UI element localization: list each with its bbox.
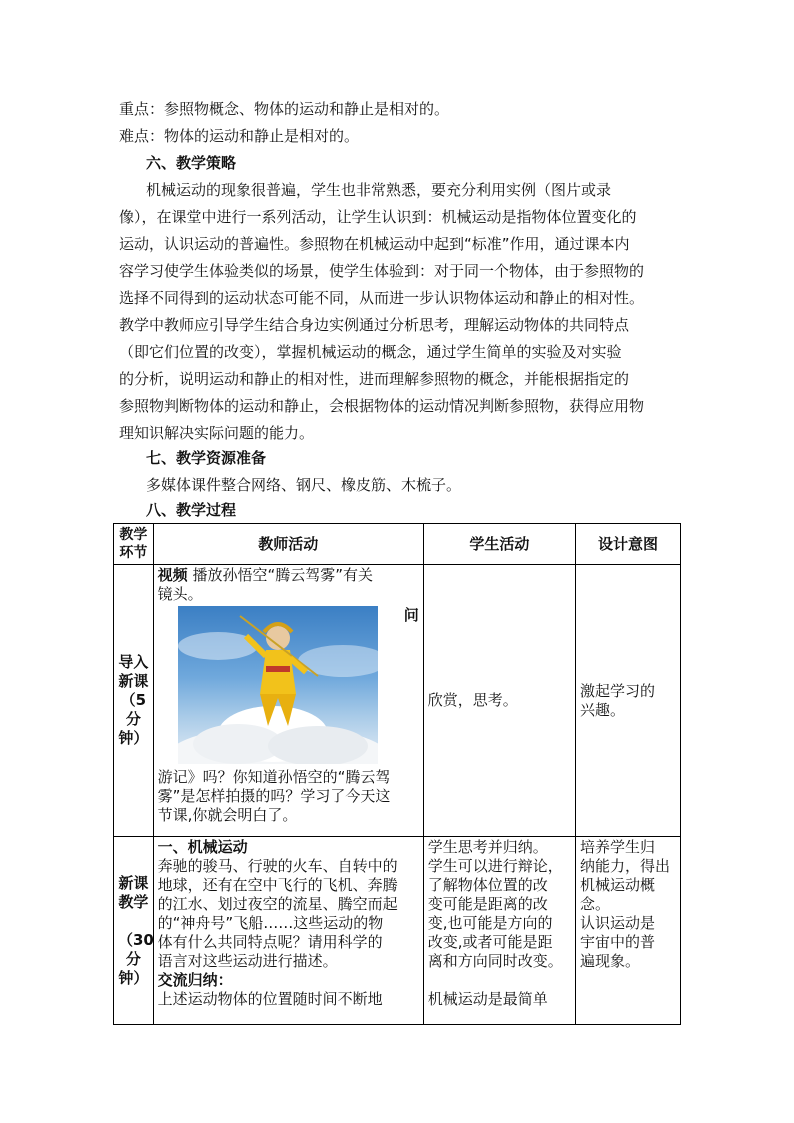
student-text: 改变,或者可能是距: [427, 933, 553, 951]
stage-line: 新课: [118, 873, 149, 892]
student-text: 了解物体位置的改: [427, 876, 548, 894]
strategy-line: 教学中教师应引导学生结合身边实例通过分析思考，理解运动物体的共同特点: [119, 316, 630, 334]
student-text: 欣赏，思考。: [427, 691, 518, 709]
teacher-activity-intro: [153, 565, 423, 837]
stage-line: 分钟）: [118, 710, 149, 747]
teacher-text: 地球，还有在空中飞行的飞机、奔腾: [157, 876, 398, 894]
stage-line: 导入: [118, 653, 149, 671]
student-text: 变可能是距离的改: [427, 895, 548, 913]
section7-heading: 七、教学资源准备: [146, 449, 267, 467]
monkey-king-cloud-photo: [178, 606, 378, 764]
cloud-scene-image: [178, 606, 378, 764]
strategy-line: 运动，认识运动的普遍性。参照物在机械运动中起到“标准”作用，通过课本内: [119, 235, 630, 253]
teacher-text: 的“神舟号”飞船……这些运动的物: [157, 914, 384, 932]
stage-new-lesson: [114, 837, 154, 1025]
design-intent-intro: [575, 565, 680, 837]
student-text: 学生可以进行辩论，: [427, 857, 563, 875]
summary-heading: 交流归纳：: [157, 971, 233, 989]
resources-line: 多媒体课件整合网络、钢尺、橡皮筋、木梳子。: [146, 476, 462, 494]
strategy-line: 的分析，说明运动和静止的相对性，进而理解参照物的概念，并能根据指定的: [119, 370, 630, 388]
intent-text: 念。: [579, 895, 610, 913]
teacher-text: 奔驰的骏马、行驶的火车、自转中的: [157, 857, 398, 875]
intent-text: 遍现象。: [579, 952, 640, 970]
teaching-process-table: [113, 523, 681, 1025]
teacher-text: 节课,你就会明白了。: [157, 806, 298, 824]
student-text: 机械运动是最简单: [427, 990, 548, 1008]
strategy-line: 理知识解决实际问题的能力。: [119, 424, 315, 442]
stage-line: （5: [120, 691, 147, 709]
student-text: 变,也可能是方向的: [427, 914, 553, 932]
student-text: 学生思考并归纳。: [427, 838, 548, 856]
intent-text: 纳能力，得出: [579, 857, 670, 875]
intent-text: 认识运动是: [579, 914, 655, 932]
strategy-line: 参照物判断物体的运动和静止，会根据物体的运动情况判断参照物，获得应用物: [119, 397, 645, 415]
strategy-paragraph: [119, 177, 679, 447]
student-text: 离和方向同时改变。: [427, 952, 563, 970]
strategy-line: （即它们位置的改变），掌握机械运动的概念，通过学生简单的实验及对实验: [119, 343, 622, 361]
intent-text: 培养学生归: [579, 838, 655, 856]
stage-line: 分钟）: [118, 949, 149, 987]
key-points-line: 重点：参照物概念、物体的运动和静止是相对的。: [119, 100, 450, 118]
intent-text: 机械运动概: [579, 876, 655, 894]
teacher-text: 播放孙悟空“腾云驾雾”有关: [192, 566, 373, 584]
header-student: 学生活动: [423, 524, 575, 565]
stage-line: 教学: [118, 892, 149, 911]
strategy-line: 容学习使学生体验类似的场景，使学生体验到：对于同一个物体，由于参照物的: [119, 262, 645, 280]
header-teacher: 教师活动: [153, 524, 423, 565]
teacher-text: 雾”是怎样拍摄的吗？学习了今天这: [157, 787, 391, 805]
video-label: 视频: [157, 566, 188, 584]
teacher-text: 的江水、划过夜空的流星、腾空而起: [157, 895, 398, 913]
photo-row: [158, 606, 419, 766]
intent-text: 兴趣。: [579, 700, 625, 719]
header-stage: 教学环节: [114, 524, 154, 565]
teacher-text: 镜头。: [157, 585, 203, 603]
section-heading-mechanical-motion: 一、机械运动: [157, 838, 248, 856]
table-row: [114, 565, 681, 837]
question-word: 问: [403, 606, 419, 624]
stage-line: （30: [118, 930, 154, 949]
strategy-line: 像），在课堂中进行一系列活动，让学生认识到：机械运动是指物体位置变化的: [119, 208, 637, 226]
teacher-text: 语言对这些运动进行描述。: [157, 952, 338, 970]
intent-text: 宇宙中的普: [579, 933, 655, 951]
teacher-text: 体有什么共同特点呢？请用科学的: [157, 933, 383, 951]
student-activity-intro: [423, 565, 575, 837]
design-intent-new: [575, 837, 680, 1025]
section6-heading: 六、教学策略: [146, 154, 237, 172]
stage-intro: [114, 565, 154, 837]
teacher-activity-new: [153, 837, 423, 1025]
section8-heading: 八、教学过程: [146, 501, 237, 519]
strategy-line: 选择不同得到的运动状态可能不同，从而进一步认识物体运动和静止的相对性。: [119, 289, 645, 307]
table-row: [114, 837, 681, 1025]
strategy-line: 机械运动的现象很普遍，学生也非常熟悉，要充分利用实例（图片或录: [146, 181, 612, 199]
intent-text: 激起学习的: [579, 681, 655, 700]
stage-line: 新课: [118, 672, 149, 690]
student-activity-new: [423, 837, 575, 1025]
header-intent: 设计意图: [575, 524, 680, 565]
teacher-text: 游记》吗？你知道孙悟空的“腾云驾: [157, 768, 391, 786]
teacher-text: 上述运动物体的位置随时间不断地: [157, 990, 383, 1008]
difficulty-line: 难点：物体的运动和静止是相对的。: [119, 127, 360, 145]
table-header-row: [114, 524, 681, 565]
